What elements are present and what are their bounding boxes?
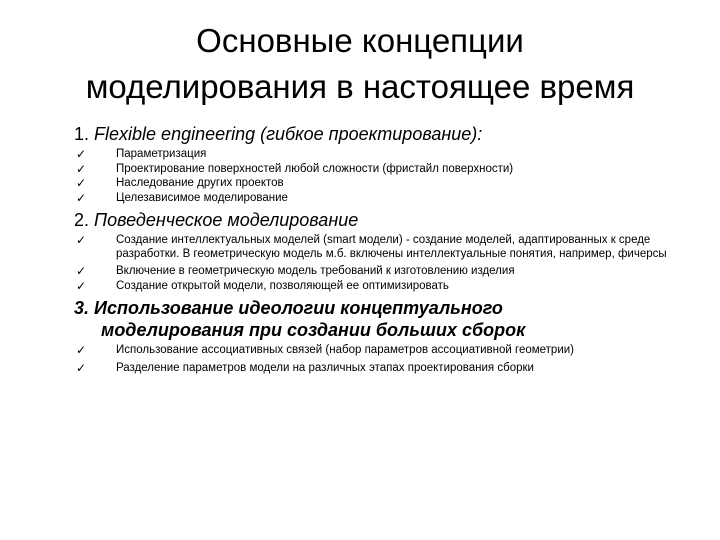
list-item-text: Целезависимое моделирование <box>116 191 288 204</box>
list-item-text: Параметризация <box>116 148 207 160</box>
checkmark-icon: ✓ <box>76 278 87 293</box>
list-item <box>74 265 704 279</box>
section-number: 1. <box>74 124 90 144</box>
list-item <box>74 177 704 191</box>
checkmark-icon: ✓ <box>76 360 87 375</box>
section-title: Поведенческое моделирование <box>94 210 359 230</box>
section-title: Flexible engineering (гибкое проектирование): <box>94 124 483 144</box>
section-title-line-2: моделирования при создании больших сборок <box>101 320 526 340</box>
list-item-text: Включение в геометрическую модель требований к изготовлению изделия <box>116 265 515 277</box>
bullet-list <box>74 344 704 375</box>
content <box>74 123 704 379</box>
section-conceptual-modeling <box>74 297 704 375</box>
bullet-list <box>74 234 704 293</box>
section-number: 3. <box>74 298 90 318</box>
section-flexible-engineering <box>74 123 704 205</box>
section-heading <box>74 123 704 145</box>
checkmark-icon: ✓ <box>76 161 87 176</box>
list-item-text: Наследование других проектов <box>116 177 284 189</box>
section-title-line-1: Использование идеологии концептуального <box>94 298 503 318</box>
checkmark-icon: ✓ <box>76 343 87 357</box>
list-item-text: Проектирование поверхностей любой сложности (фристайл поверхности) <box>116 162 514 175</box>
title-line-2: моделирования в настоящее время <box>85 68 635 105</box>
list-item <box>74 344 704 358</box>
slide-title <box>0 18 720 110</box>
checkmark-icon: ✓ <box>76 176 87 190</box>
list-item <box>74 234 704 261</box>
list-item <box>74 163 704 177</box>
bullet-list <box>74 148 704 205</box>
section-number: 2. <box>74 210 90 230</box>
checkmark-icon: ✓ <box>76 233 87 247</box>
checkmark-icon: ✓ <box>76 264 87 278</box>
list-item <box>74 362 704 376</box>
section-heading <box>74 209 704 231</box>
list-item-text: Создание открытой модели, позволяющей ее оптимизировать <box>116 279 449 292</box>
checkmark-icon: ✓ <box>76 147 87 161</box>
list-item-text: Использование ассоциативных связей (набор параметров ассоциативной геометрии) <box>116 344 575 356</box>
list-item <box>74 192 704 206</box>
list-item-text: Разделение параметров модели на различных этапах проектирования сборки <box>116 361 534 374</box>
list-item-text: Создание интеллектуальных моделей (smart модели) - создание моделей, адаптированных к среде разработки. В геометрическую модель м.б. включены интеллектуальные понятия, например, фичерсы <box>116 234 667 260</box>
title-line-1: Основные концепции <box>196 22 524 59</box>
list-item <box>74 148 704 162</box>
section-behavioral-modeling <box>74 209 704 293</box>
section-heading <box>74 297 704 341</box>
list-item <box>74 280 704 294</box>
checkmark-icon: ✓ <box>76 190 87 205</box>
